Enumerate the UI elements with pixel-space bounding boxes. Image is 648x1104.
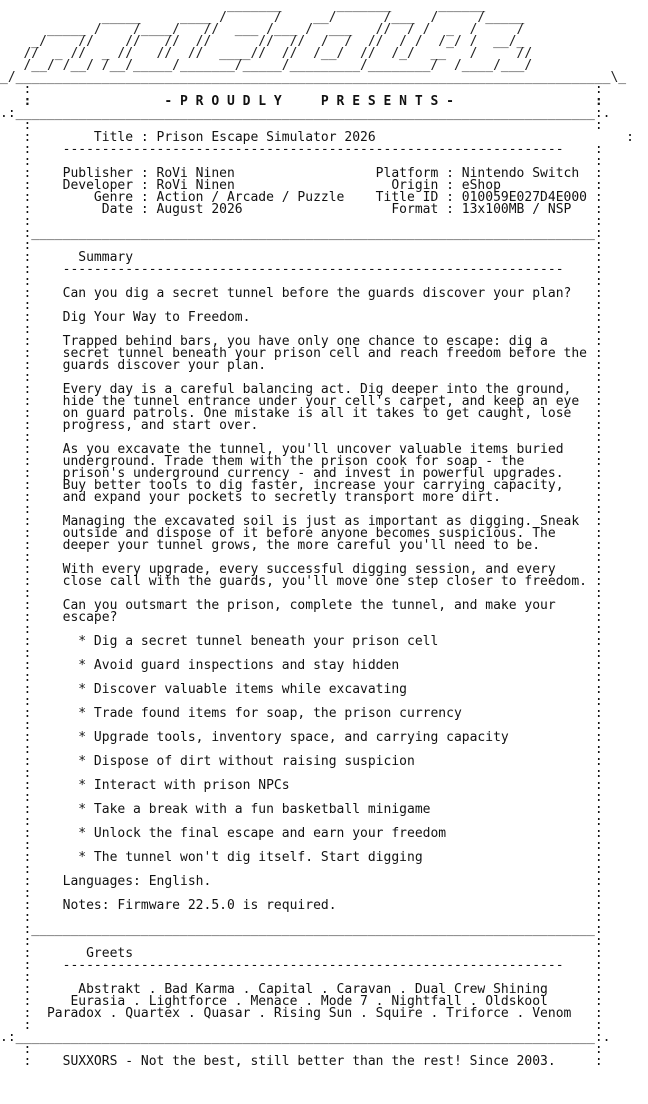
logo-art-line: _____ / /____/ // ___ /___ / ___ // / / _ / /	[0, 22, 525, 37]
summary-line: : * Avoid guard inspections and stay hidden :	[0, 658, 603, 673]
section-rule: :________________________________________________________________________:	[0, 226, 603, 241]
frame-rule: .:__________________________________________________________________________:.	[0, 1030, 611, 1045]
summary-line: : With every upgrade, every successful digging session, and every :	[0, 562, 603, 577]
divider: : ---------------------------------------------------------------- :	[0, 262, 603, 277]
summary-line: : Trapped behind bars, you have only one chance to escape: dig a :	[0, 334, 603, 349]
summary-line: : escape? :	[0, 610, 603, 625]
summary-line: : progress, and start over. :	[0, 418, 603, 433]
summary-line: : :	[0, 298, 603, 313]
info-row-publisher: : Publisher : RoVi Ninen Platform : Nintendo Switch :	[0, 166, 603, 181]
release-title: Prison Escape Simulator 2026	[156, 130, 627, 145]
frame-line: : :	[0, 1018, 603, 1033]
summary-line: : guards discover your plan. :	[0, 358, 603, 373]
greets-line: : Abstrakt . Bad Karma . Capital . Caravan . Dual Crew Shining :	[0, 982, 603, 997]
logo-art-line: // _ // _ // // // ____// // /__/ // /_/ __ / //	[0, 46, 533, 61]
summary-line: : Can you dig a secret tunnel before the guards discover your plan? :	[0, 286, 603, 301]
frame-line: : :	[0, 214, 603, 229]
summary-line: : secret tunnel beneath your prison cell and reach freedom before the :	[0, 346, 603, 361]
summary-line: : * Unlock the final escape and earn your freedom :	[0, 826, 603, 841]
summary-line: : :	[0, 622, 603, 637]
summary-line: : :	[0, 886, 603, 901]
summary-line: : * Discover valuable items while excavating :	[0, 682, 603, 697]
summary-line: : :	[0, 718, 603, 733]
summary-line: : :	[0, 814, 603, 829]
frame-line: : :	[0, 274, 603, 289]
greets-heading: : Greets :	[0, 946, 603, 961]
info-row-genre: : Genre : Action / Arcade / Puzzle Title ID : 010059E027D4E000 :	[0, 190, 603, 205]
summary-line: : Can you outsmart the prison, complete the tunnel, and make your :	[0, 598, 603, 613]
proudly-presents: : - P R O U D L Y P R E S E N T S - :	[0, 94, 603, 109]
logo-art-line: _______ _______ ______	[0, 0, 486, 13]
summary-line: : Buy better tools to dig faster, increase your carrying capacity, :	[0, 478, 603, 493]
summary-line: : :	[0, 670, 603, 685]
divider: : ---------------------------------------------------------------- :	[0, 142, 603, 157]
summary-line: : :	[0, 502, 603, 517]
summary-line: : outside and dispose of it before anyone becomes suspicious. The :	[0, 526, 603, 541]
frame-line: : :	[0, 934, 603, 949]
summary-heading: : Summary :	[0, 250, 603, 265]
summary-line: : on guard patrols. One mistake is all it takes to get caught, lose :	[0, 406, 603, 421]
info-row-developer: : Developer : RoVi Ninen Origin : eShop :	[0, 178, 603, 193]
summary-line: : Managing the excavated soil is just as important as digging. Sneak :	[0, 514, 603, 529]
summary-line: : :	[0, 694, 603, 709]
summary-line: : * Interact with prison NPCs :	[0, 778, 603, 793]
section-rule: :________________________________________________________________________:	[0, 922, 603, 937]
logo-art-line: /__/ /__/ /__/_____/_______/_____/_________/________/ /____/___/	[0, 58, 533, 73]
summary-line: : and expand your pockets to secretly transport more dirt. :	[0, 490, 603, 505]
summary-line: : * The tunnel won't dig itself. Start digging :	[0, 850, 603, 865]
summary-line: : :	[0, 742, 603, 757]
frame-line: : :	[0, 154, 603, 169]
logo-underline: _/____________________________________________________________________________\_	[0, 70, 627, 85]
summary-line: : deeper your tunnel grows, the more careful you'll need to be. :	[0, 538, 603, 553]
summary-line: : :	[0, 322, 603, 337]
summary-line: : * Dig a secret tunnel beneath your prison cell :	[0, 634, 603, 649]
summary-line: : underground. Trade them with the prison cook for soap - the :	[0, 454, 603, 469]
logo-art-line: _____ ____ / / __/ /___ / /_____	[0, 10, 525, 25]
summary-line: : Notes: Firmware 22.5.0 is required. :	[0, 898, 603, 913]
summary-line: : :	[0, 550, 603, 565]
frame-line: : :	[0, 118, 603, 133]
greets-line: : Eurasia . Lightforce . Menace . Mode 7 . Nightfall . Oldskool :	[0, 994, 603, 1009]
summary-line: : Every day is a careful balancing act. Dig deeper into the ground, :	[0, 382, 603, 397]
summary-line: : :	[0, 586, 603, 601]
summary-line: : prison's underground currency - and invest in powerful upgrades. :	[0, 466, 603, 481]
nfo-text: :	[0, 130, 94, 145]
frame-line: : :	[0, 238, 603, 253]
divider: : ---------------------------------------------------------------- :	[0, 958, 603, 973]
summary-line: : :	[0, 430, 603, 445]
summary-line: : :	[0, 646, 603, 661]
frame-line: : :	[0, 970, 603, 985]
summary-line: : :	[0, 766, 603, 781]
summary-line: : :	[0, 862, 603, 877]
info-row-date: : Date : August 2026 Format : 13x100MB / NSP :	[0, 202, 603, 217]
summary-line: : * Upgrade tools, inventory space, and carrying capacity :	[0, 730, 603, 745]
summary-line: : :	[0, 370, 603, 385]
summary-line: : Languages: English. :	[0, 874, 603, 889]
summary-line: : * Trade found items for soap, the prison currency :	[0, 706, 603, 721]
summary-line: : :	[0, 790, 603, 805]
frame-line: : :	[0, 1042, 603, 1057]
logo-art-line: _/ // // // // // // / / // / / /_/ / __/_	[0, 34, 525, 49]
summary-line: : close call with the guards, you'll move one step closer to freedom. :	[0, 574, 603, 589]
summary-line: : As you excavate the tunnel, you'll uncover valuable items buried :	[0, 442, 603, 457]
title-label: Title :	[93, 130, 157, 145]
frame-rule: .:__________________________________________________________________________:.	[0, 106, 611, 121]
frame-line: : :	[0, 82, 603, 97]
summary-line: : * Take a break with a fun basketball minigame :	[0, 802, 603, 817]
footer-tagline: : SUXXORS - Not the best, still better than the rest! Since 2003. :	[0, 1054, 603, 1069]
summary-line: : hide the tunnel entrance under your cell's carpet, and keep an eye :	[0, 394, 603, 409]
greets-line: : Paradox . Quartex . Quasar . Rising Sun . Squire . Triforce . Venom :	[0, 1006, 603, 1021]
summary-line: : :	[0, 838, 603, 853]
frame-line: : :	[0, 910, 603, 925]
nfo-text: :	[626, 130, 634, 145]
summary-line: : Dig Your Way to Freedom. :	[0, 310, 603, 325]
summary-line: : * Dispose of dirt without raising suspicion :	[0, 754, 603, 769]
